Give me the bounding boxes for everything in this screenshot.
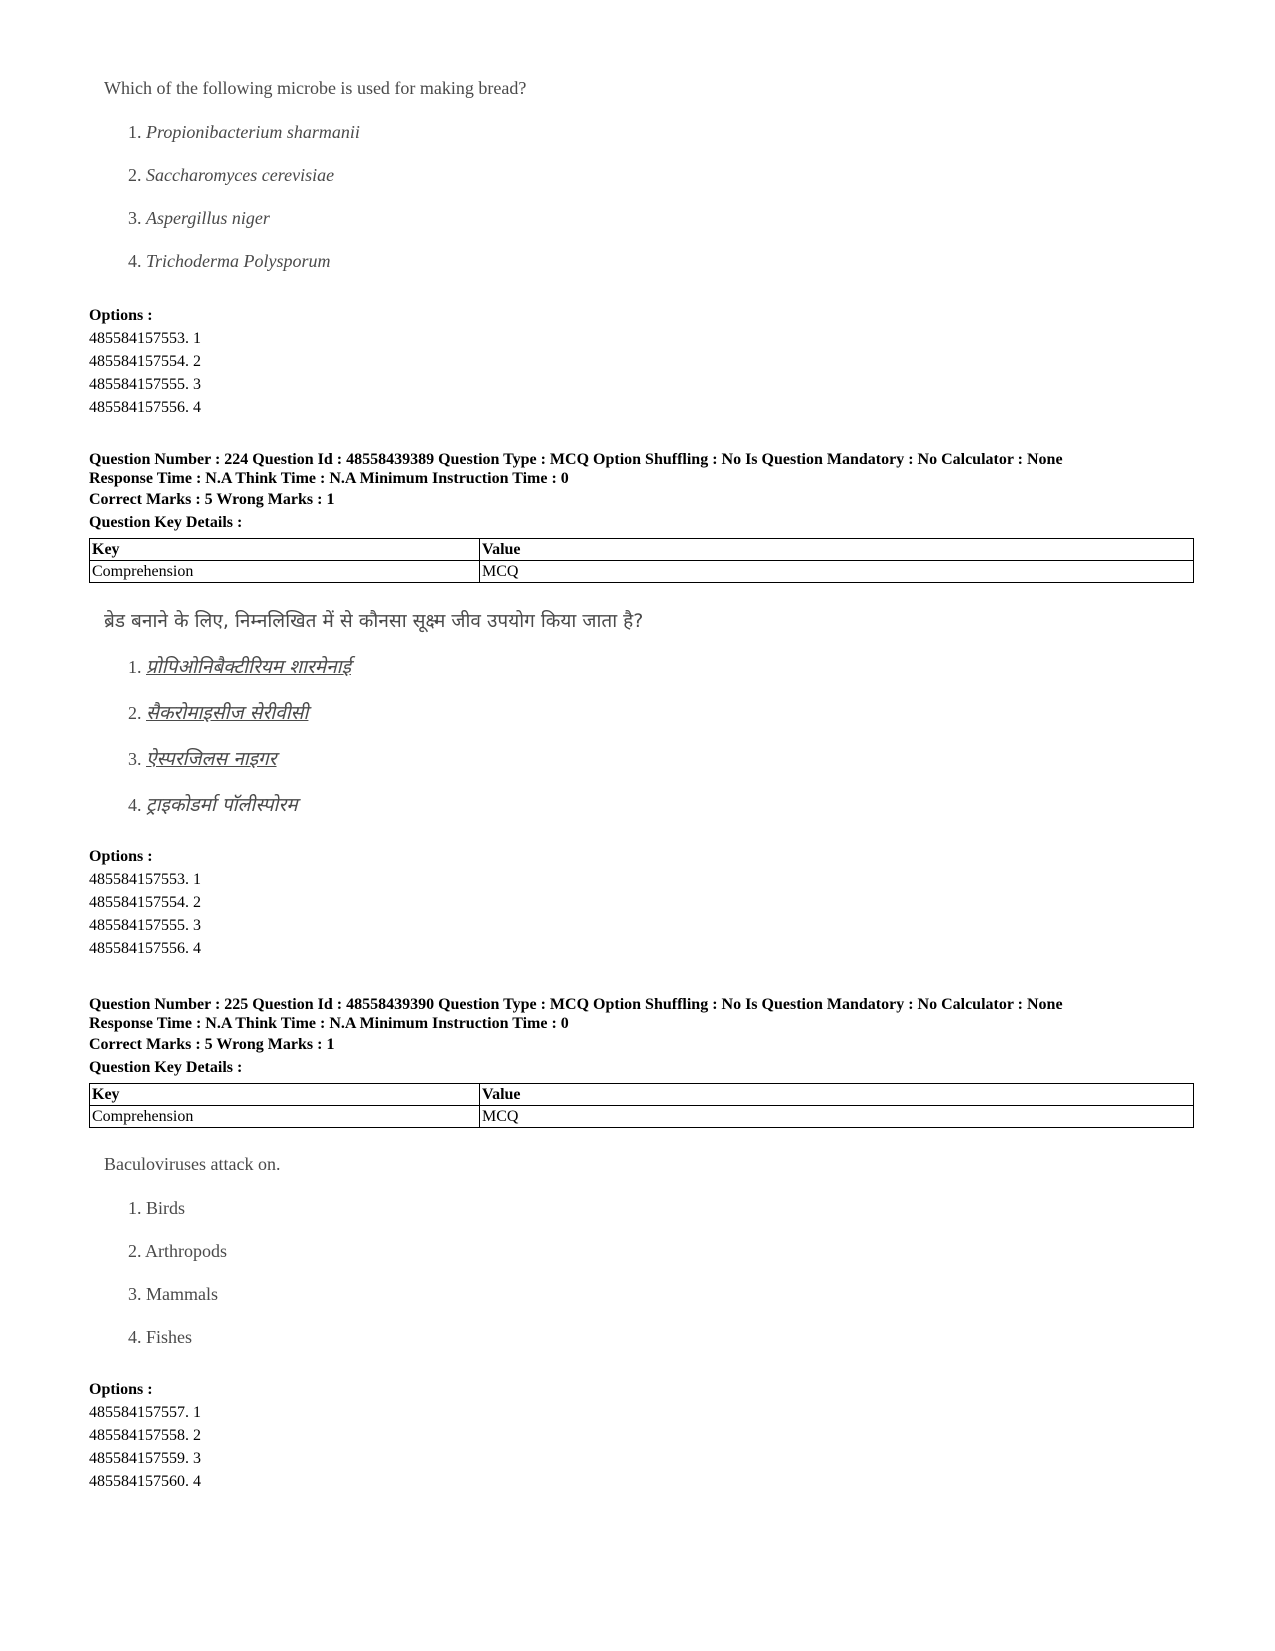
question-meta-line2: Response Time : N.A Think Time : N.A Minimum Instruction Time : 0 [89, 470, 569, 487]
options-label: Options : [89, 848, 153, 865]
option-id: 485584157554. 2 [89, 894, 201, 911]
option-id: 485584157553. 1 [89, 871, 201, 888]
question-stem: ब्रेड बनाने के लिए, निम्नलिखित में से कौनसा सूक्ष्म जीव उपयोग किया जाता है? [104, 610, 644, 632]
question-option: 2. Arthropods [128, 1241, 228, 1261]
question-option: 1. Propionibacterium sharmanii [128, 122, 360, 142]
option-id: 485584157556. 4 [89, 399, 201, 416]
question-option: 1. Birds [128, 1198, 186, 1218]
question-key-table-224 [89, 538, 1194, 583]
question-option: 4. Trichoderma Polysporum [128, 251, 331, 271]
option-id: 485584157553. 1 [89, 330, 201, 347]
question-key-details-label: Question Key Details : [89, 514, 243, 531]
table-header-value: Value [480, 1084, 1194, 1106]
question-meta-225 [89, 995, 1189, 1079]
table-row [90, 1106, 1194, 1128]
question-option: 4. Fishes [128, 1327, 193, 1347]
option-id: 485584157558. 2 [89, 1427, 201, 1444]
table-row [90, 561, 1194, 583]
option-id: 485584157555. 3 [89, 376, 201, 393]
options-label: Options : [89, 307, 153, 324]
question-key-details-label: Question Key Details : [89, 1059, 243, 1076]
question-option: 3. Mammals [128, 1284, 218, 1304]
question-stem: Which of the following microbe is used for making bread? [104, 78, 527, 98]
options-label: Options : [89, 1381, 153, 1398]
table-header-key: Key [90, 1084, 480, 1106]
options-list-block1 [89, 304, 201, 419]
question-option: 1. प्रोपिओनिबैक्टीरियम शारमेनाई [128, 656, 351, 678]
option-id: 485584157555. 3 [89, 917, 201, 934]
question-meta-line1: Question Number : 225 Question Id : 48558439390 Question Type : MCQ Option Shuffling : No Is Question Mandatory : No Calculator : None [89, 996, 1063, 1013]
question-option: 2. Saccharomyces cerevisiae [128, 165, 335, 185]
table-header-row [90, 539, 1194, 561]
options-list-225 [89, 1378, 201, 1493]
option-id: 485584157557. 1 [89, 1404, 201, 1421]
question-image-225 [104, 1152, 1104, 1349]
question-option: 3. Aspergillus niger [128, 208, 270, 228]
question-option: 2. सैकरोमाइसीज सेरीवीसी [128, 702, 309, 724]
question-image-block1 [104, 76, 1104, 273]
table-header-value: Value [480, 539, 1194, 561]
table-cell-value: MCQ [480, 1106, 1194, 1128]
option-id: 485584157559. 3 [89, 1450, 201, 1467]
question-meta-line2: Response Time : N.A Think Time : N.A Minimum Instruction Time : 0 [89, 1015, 569, 1032]
question-marks: Correct Marks : 5 Wrong Marks : 1 [89, 491, 335, 508]
option-id: 485584157556. 4 [89, 940, 201, 957]
table-header-key: Key [90, 539, 480, 561]
question-key-table-225 [89, 1083, 1194, 1128]
table-header-row [90, 1084, 1194, 1106]
question-marks: Correct Marks : 5 Wrong Marks : 1 [89, 1036, 335, 1053]
option-id: 485584157554. 2 [89, 353, 201, 370]
question-meta-224 [89, 450, 1189, 534]
table-cell-value: MCQ [480, 561, 1194, 583]
question-option: 3. ऐस्परजिलस नाइगर [128, 748, 277, 770]
table-cell-key: Comprehension [90, 561, 480, 583]
option-id: 485584157560. 4 [89, 1473, 201, 1490]
table-cell-key: Comprehension [90, 1106, 480, 1128]
question-stem: Baculoviruses attack on. [104, 1154, 281, 1174]
options-list-224 [89, 845, 201, 960]
question-image-224 [104, 609, 1104, 817]
question-meta-line1: Question Number : 224 Question Id : 48558439389 Question Type : MCQ Option Shuffling : No Is Question Mandatory : No Calculator : None [89, 451, 1063, 468]
question-option: 4. ट्राइकोडर्मा पॉलीस्पोरम [128, 794, 298, 816]
